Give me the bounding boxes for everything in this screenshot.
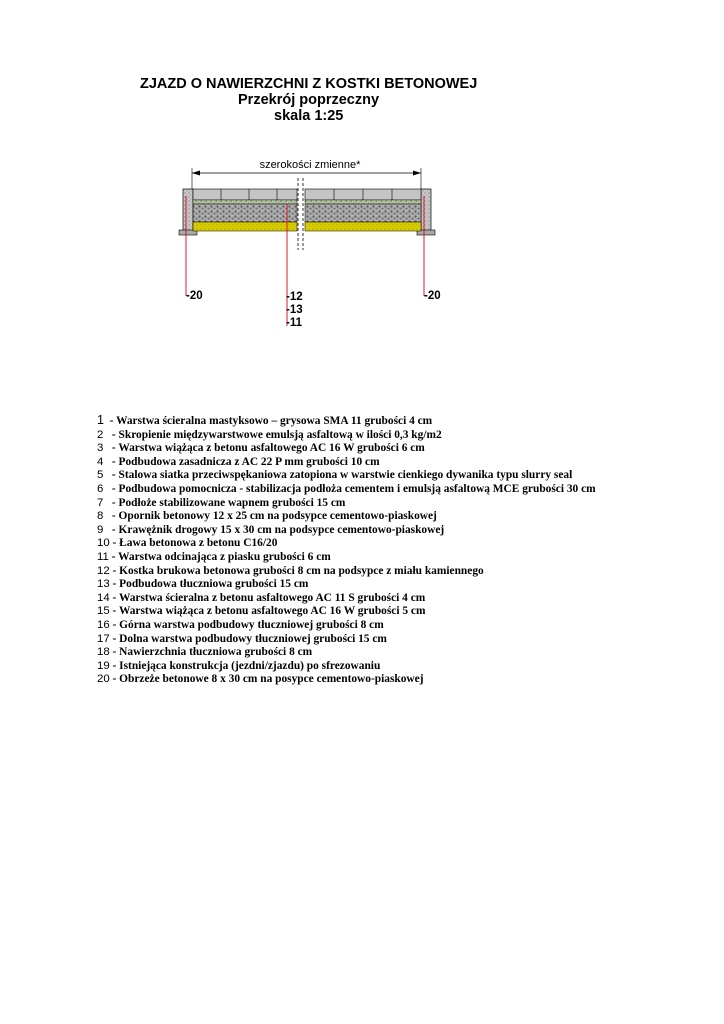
callout-label-middle-1: -12 xyxy=(286,291,303,303)
drawing-scale: skala 1:25 xyxy=(274,108,344,124)
break-lines xyxy=(298,178,303,250)
legend-item: 9 - Krawężnik drogowy 15 x 30 cm na podsypce cementowo-piaskowej xyxy=(97,523,445,536)
dimension-arrow-right xyxy=(413,171,421,176)
drawing-title: ZJAZD O NAWIERZCHNI Z KOSTKI BETONOWEJ xyxy=(140,76,478,92)
legend-item: 6 - Podbudowa pomocnicza - stabilizacja podłoża cementem i emulsją asfaltową MCE grubości 30 cm xyxy=(97,482,596,495)
legend-item: 19 - Istniejąca konstrukcja (jezdni/zjazdu) po sfrezowaniu xyxy=(97,659,381,672)
legend-item: 8 - Opornik betonowy 12 x 25 cm na podsypce cementowo-piaskowej xyxy=(97,510,437,523)
width-label: szerokości zmienne* xyxy=(259,159,361,171)
legend-item: 20 - Obrzeże betonowe 8 x 30 cm na posypce cementowo-piaskowej xyxy=(97,673,424,686)
legend-item: 7 - Podłoże stabilizowane wapnem grubości 15 cm xyxy=(97,496,346,509)
legend-item: 18 - Nawierzchnia tłuczniowa grubości 8 cm xyxy=(97,646,313,659)
callout-label-middle-3: -11 xyxy=(286,317,302,329)
layer-legend xyxy=(97,414,697,687)
legend-item: 5 - Stalowa siatka przeciwspękaniowa zatopiona w warstwie cienkiego dywanika typu slurry seal xyxy=(97,469,573,482)
legend-item: 2 - Skropienie międzywarstwowe emulsją asfaltową w ilości 0,3 kg/m2 xyxy=(97,428,442,441)
callout-label-left: -20 xyxy=(186,290,203,302)
legend-item: 17 - Dolna warstwa podbudowy tłuczniowej grubości 15 cm xyxy=(97,632,387,645)
callout-label-right: -20 xyxy=(424,290,441,302)
legend-item: 13 - Podbudowa tłuczniowa grubości 15 cm xyxy=(97,578,309,591)
legend-item: 10 - Ława betonowa z betonu C16/20 xyxy=(97,537,278,550)
legend-item: 12 - Kostka brukowa betonowa grubości 8 cm na podsypce z miału kamiennego xyxy=(97,564,484,577)
legend-item: 11 - Warstwa odcinająca z piasku grubości 6 cm xyxy=(97,550,331,563)
legend-item: 3 - Warstwa wiążąca z betonu asfaltowego AC 16 W grubości 6 cm xyxy=(97,442,425,455)
cross-section-diagram xyxy=(0,0,724,400)
drawing-subtitle: Przekrój poprzeczny xyxy=(238,92,380,108)
legend-item: 15 - Warstwa wiążąca z betonu asfaltowego AC 16 W grubości 5 cm xyxy=(97,605,426,618)
pavement-layers-right xyxy=(305,189,421,231)
legend-item: 1 - Warstwa ścieralna mastyksowo – grysowa SMA 11 grubości 4 cm xyxy=(97,413,433,427)
legend-item: 4 - Podbudowa zasadnicza z AC 22 P mm grubości 10 cm xyxy=(97,455,380,468)
legend-item: 16 - Górna warstwa podbudowy tłuczniowej grubości 8 cm xyxy=(97,618,384,631)
width-dimension xyxy=(192,159,421,190)
legend-item: 14 - Warstwa ścieralna z betonu asfaltowego AC 11 S grubości 4 cm xyxy=(97,591,426,604)
dimension-arrow-left xyxy=(192,171,200,176)
pavement-layers-left xyxy=(193,189,297,231)
callout-label-middle-2: -13 xyxy=(286,304,303,316)
